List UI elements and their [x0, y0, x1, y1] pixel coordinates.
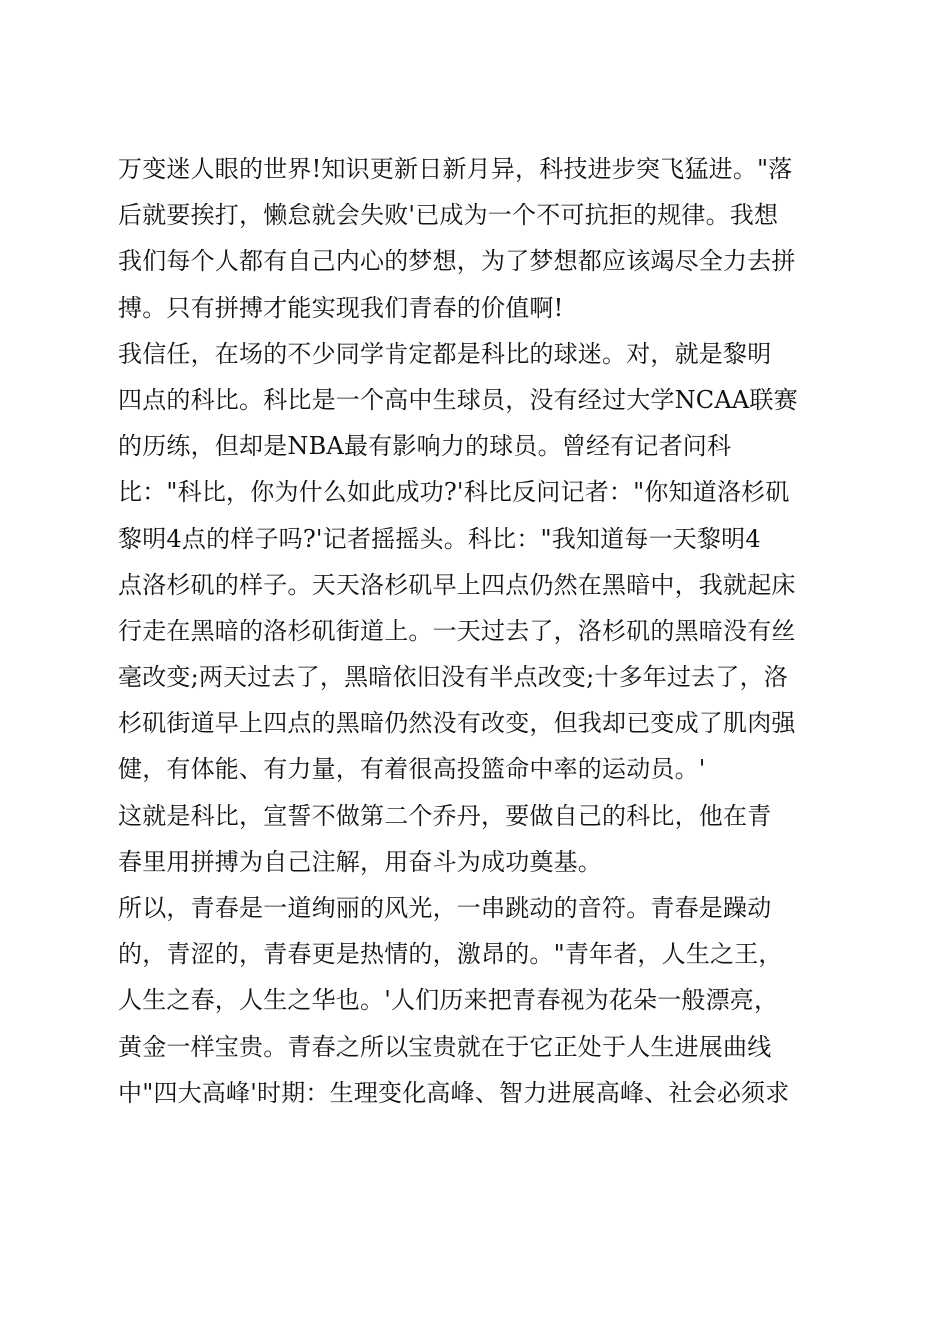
text-line: 毫改变;两天过去了，黑暗依旧没有半点改变;十多年过去了，洛	[118, 663, 788, 692]
text-line: 的历练，但却是NBA最有影响力的球员。曾经有记者问科	[118, 432, 732, 461]
text-line: 中"四大高峰'时期：生理变化高峰、智力进展高峰、社会必须求	[118, 1078, 790, 1107]
text-line: 春里用拼搏为自己注解，用奋斗为成功奠基。	[118, 847, 602, 876]
text-line: 搏。只有拼搏才能实现我们青春的价值啊!	[118, 293, 564, 322]
text-line: 所以，青春是一道绚丽的风光，一串跳动的音符。青春是躁动	[118, 894, 772, 922]
text-line: 的，青涩的，青春更是热情的，激昂的。"青年者，人生之王，	[118, 940, 783, 969]
text-line: 我们每个人都有自己内心的梦想，为了梦想都应该竭尽全力去拼	[118, 247, 796, 276]
text-line: 我信任，在场的不少同学肯定都是科比的球迷。对，就是黎明	[118, 339, 772, 368]
text-line: 行走在黑暗的洛杉矶街道上。一天过去了，洛杉矶的黑暗没有丝	[118, 616, 796, 645]
text-line: 这就是科比，宣誓不做第二个乔丹，要做自己的科比，他在青	[118, 801, 772, 830]
text-line: 健，有体能、有力量，有着很高投篮命中率的运动员。'	[118, 755, 706, 784]
text-line: 后就要挨打，懒怠就会失败'已成为一个不可抗拒的规律。我想	[118, 201, 779, 230]
text-line: 点洛杉矶的样子。天天洛杉矶早上四点仍然在黑暗中，我就起床	[118, 570, 796, 599]
text-line: 杉矶街道早上四点的黑暗仍然没有改变，但我却已变成了肌肉强	[118, 709, 796, 738]
text-line: 人生之春，人生之华也。'人们历来把青春视为花朵一般漂亮，	[118, 986, 779, 1015]
text-line: 四点的科比。科比是一个高中生球员，没有经过大学NCAA联赛	[118, 385, 798, 414]
text-line: 黄金一样宝贵。青春之所以宝贵就在于它正处于人生进展曲线	[118, 1032, 772, 1061]
document-body	[118, 146, 836, 1116]
text-line: 万变迷人眼的世界!知识更新日新月异，科技进步突飞猛进。"落	[118, 155, 793, 183]
text-line: 黎明4点的样子吗?'记者摇摇头。科比："我知道每一天黎明4	[118, 524, 761, 553]
text-line: 比："科比，你为什么如此成功?'科比反问记者："你知道洛杉矶	[118, 478, 790, 507]
